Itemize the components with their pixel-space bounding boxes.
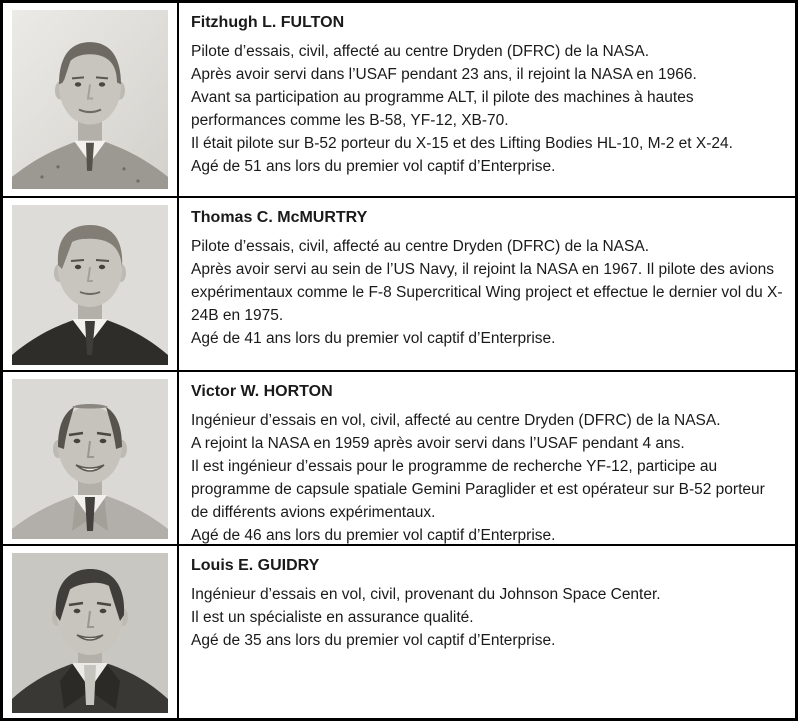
bio-paragraph: Agé de 46 ans lors du premier vol captif d’Enterprise.: [191, 527, 556, 544]
person-row-mcmurtry: [3, 196, 795, 370]
photo-cell: [3, 372, 179, 546]
portrait-illustration: [12, 10, 168, 189]
bio-paragraph: Après avoir servi dans l’USAF pendant 23 ans, il rejoint la NASA en 1966.: [191, 66, 697, 83]
bio-paragraph: A rejoint la NASA en 1959 après avoir servi dans l’USAF pendant 4 ans.: [191, 435, 685, 452]
bio-paragraph: Il est ingénieur d’essais pour le programme de recherche YF-12, participe au programme de capsule spatiale Gemini Paraglider et est opérateur sur B-52 porteur de différents avions expérimentaux.: [191, 458, 765, 521]
bio-paragraph: Avant sa participation au programme ALT, il pilote des machines à hautes performances comme les B-58, YF-12, XB-70.: [191, 89, 694, 129]
portrait-illustration: [12, 553, 168, 713]
bio-text-mcmurtry: [179, 198, 795, 372]
bio-text-guidry: [179, 546, 795, 720]
bio-paragraph: Il était pilote sur B-52 porteur du X-15 et des Lifting Bodies HL-10, M-2 et X-24.: [191, 135, 733, 152]
photo-cell: [3, 3, 179, 196]
bio-paragraph: Agé de 51 ans lors du premier vol captif d’Enterprise.: [191, 158, 556, 175]
person-name: Fitzhugh L. FULTON: [191, 14, 345, 31]
bio-paragraph: Ingénieur d’essais en vol, civil, affecté au centre Dryden (DFRC) de la NASA.: [191, 412, 721, 429]
portrait-illustration: [12, 379, 168, 539]
bio-paragraph: Agé de 41 ans lors du premier vol captif d’Enterprise.: [191, 330, 556, 347]
person-row-fulton: [3, 3, 795, 196]
bio-paragraph: Pilote d’essais, civil, affecté au centre Dryden (DFRC) de la NASA.: [191, 238, 650, 255]
bio-paragraph: Agé de 35 ans lors du premier vol captif d’Enterprise.: [191, 632, 556, 649]
person-row-guidry: [3, 544, 795, 718]
bio-paragraph: Il est un spécialiste en assurance qualité.: [191, 609, 474, 626]
portrait-photo-mcmurtry: [12, 205, 168, 365]
portrait-photo-fulton: [12, 10, 168, 189]
portrait-photo-horton: [12, 379, 168, 539]
photo-cell: [3, 546, 179, 720]
bio-text-horton: [179, 372, 795, 546]
portrait-photo-guidry: [12, 553, 168, 713]
person-name: Louis E. GUIDRY: [191, 557, 320, 574]
photo-cell: [3, 198, 179, 372]
person-name: Thomas C. McMURTRY: [191, 209, 368, 226]
bio-paragraph: Ingénieur d’essais en vol, civil, provenant du Johnson Space Center.: [191, 586, 661, 603]
bio-text-fulton: [179, 3, 795, 196]
person-row-horton: [3, 370, 795, 544]
person-name: Victor W. HORTON: [191, 383, 333, 400]
bio-paragraph: Pilote d’essais, civil, affecté au centre Dryden (DFRC) de la NASA.: [191, 43, 650, 60]
portrait-illustration: [12, 205, 168, 365]
bio-paragraph: Après avoir servi au sein de l’US Navy, il rejoint la NASA en 1967. Il pilote des avions expérimentaux comme le F-8 Supercritical Wing project et effectue le dernier vol du X-24B en 1975.: [191, 261, 783, 324]
